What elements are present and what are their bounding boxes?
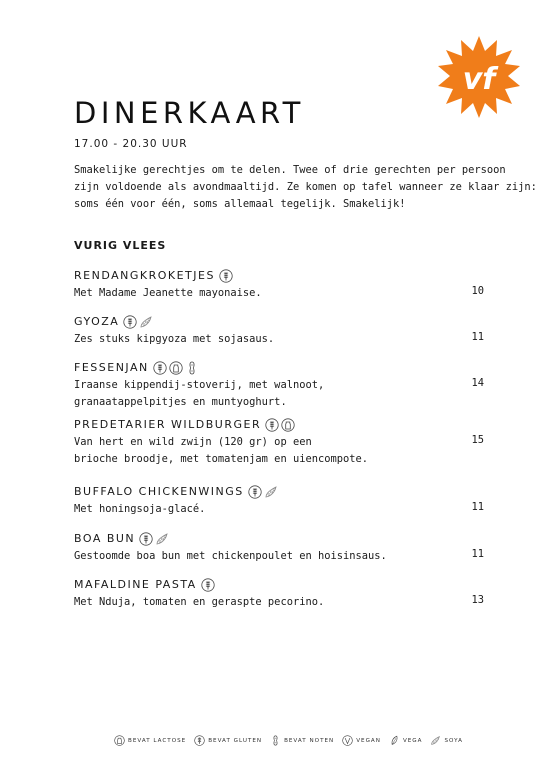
gluten-icon (153, 361, 167, 375)
menu-item-header (74, 360, 484, 375)
allergen-tags (265, 418, 295, 432)
menu-item-name: GYOZA (74, 315, 120, 328)
menu-item (74, 417, 484, 468)
soya-icon (430, 735, 441, 746)
page-title: DINERKAART (74, 96, 305, 130)
allergen-tags (139, 532, 169, 546)
opening-hours: 17.00 - 20.30 UUR (74, 138, 188, 150)
menu-item-name: BUFFALO CHICKENWINGS (74, 485, 244, 498)
menu-item (74, 531, 484, 565)
nuts-icon (185, 361, 199, 375)
allergen-tags (219, 269, 233, 283)
menu-item (74, 577, 484, 611)
lactose-icon (281, 418, 295, 432)
menu-item-description (74, 285, 484, 302)
description-line: Van hert en wild zwijn (120 gr) op een (74, 436, 312, 448)
menu-item-header (74, 531, 484, 546)
menu-item-header (74, 577, 484, 592)
menu-item-price: 11 (471, 501, 484, 513)
gluten-icon (123, 315, 137, 329)
menu-item (74, 360, 484, 411)
description-line: Met Madame Jeanette mayonaise. (74, 287, 262, 299)
menu-item-header (74, 268, 484, 283)
menu-item (74, 484, 484, 518)
gluten-icon (194, 735, 205, 746)
description-line: Zes stuks kipgyoza met sojasaus. (74, 333, 275, 345)
vega-icon (389, 735, 400, 746)
menu-item-name: FESSENJAN (74, 361, 149, 374)
vf-logo (436, 34, 522, 120)
description-line: granaatappelpitjes en muntyoghurt. (74, 396, 287, 408)
description-line: Gestoomde boa bun met chickenpoulet en hoisinsaus. (74, 550, 387, 562)
allergen-tags (201, 578, 215, 592)
description-line: brioche broodje, met tomatenjam en uiencompote. (74, 453, 369, 465)
legend-label: VEGAN (356, 737, 381, 744)
menu-item-price: 14 (471, 377, 484, 389)
menu-item-price: 10 (471, 285, 484, 297)
soya-icon (139, 315, 153, 329)
legend-label: BEVAT LACTOSE (128, 737, 187, 744)
legend-entry (342, 735, 381, 746)
gluten-icon (248, 485, 262, 499)
legend-entry (270, 735, 334, 746)
menu-item-description (74, 594, 484, 611)
lactose-icon (114, 735, 125, 746)
soya-icon (155, 532, 169, 546)
legend-label: BEVAT GLUTEN (208, 737, 263, 744)
intro-line: soms één voor één, soms allemaal tegelijk. Smakelijk! (74, 198, 406, 210)
menu-item (74, 268, 484, 302)
intro-text (74, 162, 537, 213)
description-line: Iraanse kippendij-stoverij, met walnoot, (74, 379, 325, 391)
intro-line: Smakelijke gerechtjes om te delen. Twee of drie gerechten per persoon (74, 164, 506, 176)
menu-item-name: MAFALDINE PASTA (74, 578, 197, 591)
section-title: VURIG VLEES (74, 239, 167, 252)
menu-item-name: PREDETARIER WILDBURGER (74, 418, 262, 431)
menu-item-description (74, 434, 484, 468)
logo-text: vf (462, 62, 496, 97)
lactose-icon (169, 361, 183, 375)
gluten-icon (201, 578, 215, 592)
allergen-tags (153, 361, 199, 375)
menu-item-price: 11 (471, 331, 484, 343)
gluten-icon (265, 418, 279, 432)
description-line: Met Nduja, tomaten en geraspte pecorino. (74, 596, 325, 608)
legend-entry (194, 735, 262, 746)
allergen-tags (248, 485, 278, 499)
menu-item-name: BOA BUN (74, 532, 136, 545)
menu-item-header (74, 314, 484, 329)
menu-item-price: 15 (471, 434, 484, 446)
nuts-icon (270, 735, 281, 746)
soya-icon (264, 485, 278, 499)
menu-item-header (74, 484, 484, 499)
allergen-tags (123, 315, 153, 329)
intro-line: zijn voldoende als avondmaaltijd. Ze komen op tafel wanneer ze klaar zijn: (74, 181, 537, 193)
allergen-legend (114, 735, 467, 746)
legend-entry (389, 735, 423, 746)
menu-item-description (74, 377, 484, 411)
menu-item-description (74, 501, 484, 518)
menu-item-price: 13 (471, 594, 484, 606)
menu-item (74, 314, 484, 348)
legend-label: BEVAT NOTEN (284, 737, 335, 744)
legend-entry (114, 735, 186, 746)
gluten-icon (139, 532, 153, 546)
legend-label: SOYA (444, 737, 463, 744)
menu-item-header (74, 417, 484, 432)
menu-item-name: RENDANGKROKETJES (74, 269, 215, 282)
menu-item-price: 11 (471, 548, 484, 560)
vegan-icon (342, 735, 353, 746)
gluten-icon (219, 269, 233, 283)
description-line: Met honingsoja-glacé. (74, 503, 206, 515)
menu-item-description (74, 548, 484, 565)
menu-item-description (74, 331, 484, 348)
legend-entry (430, 735, 462, 746)
legend-label: VEGA (402, 737, 423, 744)
